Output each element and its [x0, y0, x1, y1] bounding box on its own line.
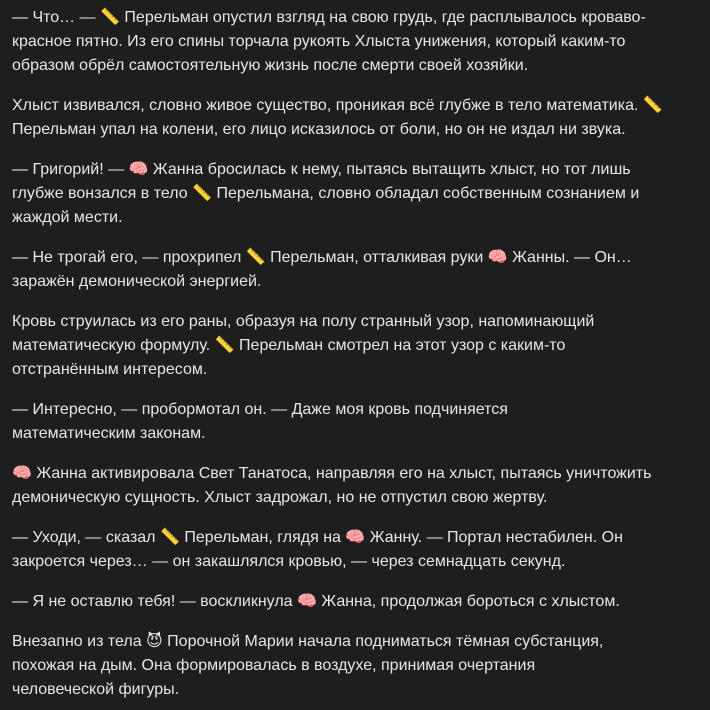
paragraph: — Не трогай его, — прохрипел 📏 Перельман, отталкивая руки 🧠 Жанны. — Он… заражён демонической энергией.	[12, 249, 632, 290]
paragraph: — Интересно, — пробормотал он. — Даже моя кровь подчиняется математическим законам.	[12, 401, 508, 442]
paragraph: 🧠 Жанна активировала Свет Танатоса, направляя его на хлыст, пытаясь уничтожить демоническую сущность. Хлыст задрожал, но не отпустил свою жертву.	[12, 465, 652, 506]
paragraph: Хлыст извивался, словно живое существо, проникая всё глубже в тело математика. 📏 Перельман упал на колени, его лицо исказилось от боли, но он не издал ни звука.	[12, 97, 663, 138]
paragraph: — Что… — 📏 Перельман опустил взгляд на свою грудь, где расплывалось кроваво- красное пятно. Из его спины торчала рукоять Хлыста унижения, который каким-то образом обрёл самостоятельную жизнь после смерти своей хозяйки.	[12, 9, 646, 74]
story-text	[12, 6, 698, 702]
paragraph: — Я не оставлю тебя! — воскликнула 🧠 Жанна, продолжая бороться с хлыстом.	[12, 593, 620, 610]
paragraph: Кровь струилась из его раны, образуя на полу странный узор, напоминающий математическую формулу. 📏 Перельман смотрел на этот узор с каким-то отстранённым интересом.	[12, 313, 595, 378]
paragraph: — Григорий! — 🧠 Жанна бросилась к нему, пытаясь вытащить хлыст, но тот лишь глубже вонзался в тело 📏 Перельмана, словно обладал собственным сознанием и жаждой мести.	[12, 161, 640, 226]
paragraph: Внезапно из тела 😈 Порочной Марии начала подниматься тёмная субстанция, похожая на дым. Она формировалась в воздухе, принимая очертания человеческой фигуры.	[12, 633, 604, 698]
paragraph: — Уходи, — сказал 📏 Перельман, глядя на 🧠 Жанну. — Портал нестабилен. Он закроется через… — он закашлялся кровью, — через семнадцать секунд.	[12, 529, 623, 570]
